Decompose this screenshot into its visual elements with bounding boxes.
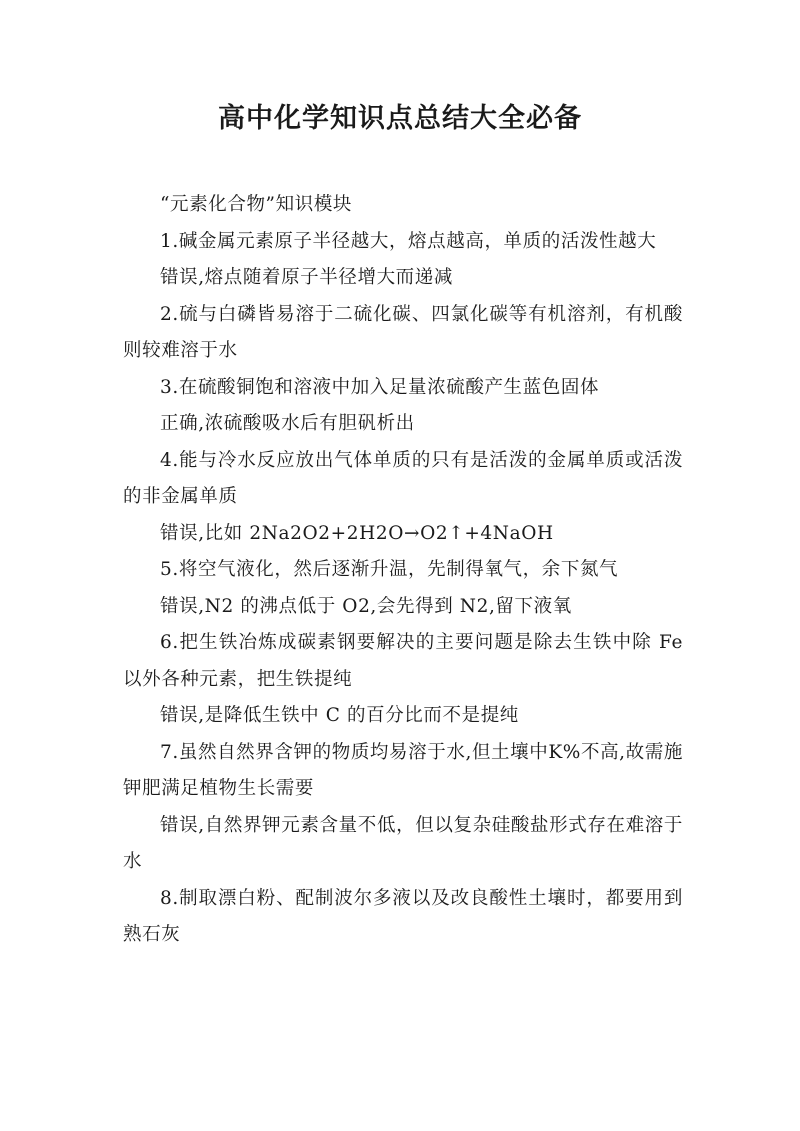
paragraph-answer-3: 正确,浓硫酸吸水后有胆矾析出 [160,413,415,434]
paragraph-item-3: 3.在硫酸铜饱和溶液中加入足量浓硫酸产生蓝色固体 [160,376,600,398]
paragraph-answer-6: 错误,是降低生铁中 C 的百分比而不是提纯 [160,705,519,726]
paragraph-section-heading: “元素化合物”知识模块 [160,194,353,215]
paragraph-item-6: 6.把生铁冶炼成碳素钢要解决的主要问题是除去生铁中除 Fe 以外各种元素，把生铁提纯 [123,632,683,690]
page-title: 高中化学知识点总结大全必备 [218,103,582,134]
paragraph-item-2: 2.硫与白磷皆易溶于二硫化碳、四氯化碳等有机溶剂，有机酸则较难溶于水 [123,303,683,361]
paragraph-answer-1: 错误,熔点随着原子半径增大而递减 [160,267,453,288]
paragraph-item-8: 8.制取漂白粉、配制波尔多液以及改良酸性土壤时，都要用到熟石灰 [123,887,683,945]
paragraph-answer-7: 错误,自然界钾元素含量不低，但以复杂硅酸盐形式存在难溶于水 [123,814,683,872]
paragraph-item-7: 7.虽然自然界含钾的物质均易溶于水,但土壤中K%不高,故需施钾肥满足植物生长需要 [123,741,683,799]
paragraph-item-4: 4.能与冷水反应放出气体单质的只有是活泼的金属单质或活泼的非金属单质 [123,449,683,507]
document-body [123,187,683,954]
paragraph-item-5: 5.将空气液化，然后逐渐升温，先制得氧气，余下氮气 [160,559,619,580]
paragraph-answer-5: 错误,N2 的沸点低于 O2,会先得到 N2,留下液氧 [160,595,572,617]
paragraph-answer-4: 错误,比如 2Na2O2+2H2O→O2↑+4NaOH [160,522,554,544]
paragraph-item-1: 1.碱金属元素原子半径越大，熔点越高，单质的活泼性越大 [160,230,657,252]
